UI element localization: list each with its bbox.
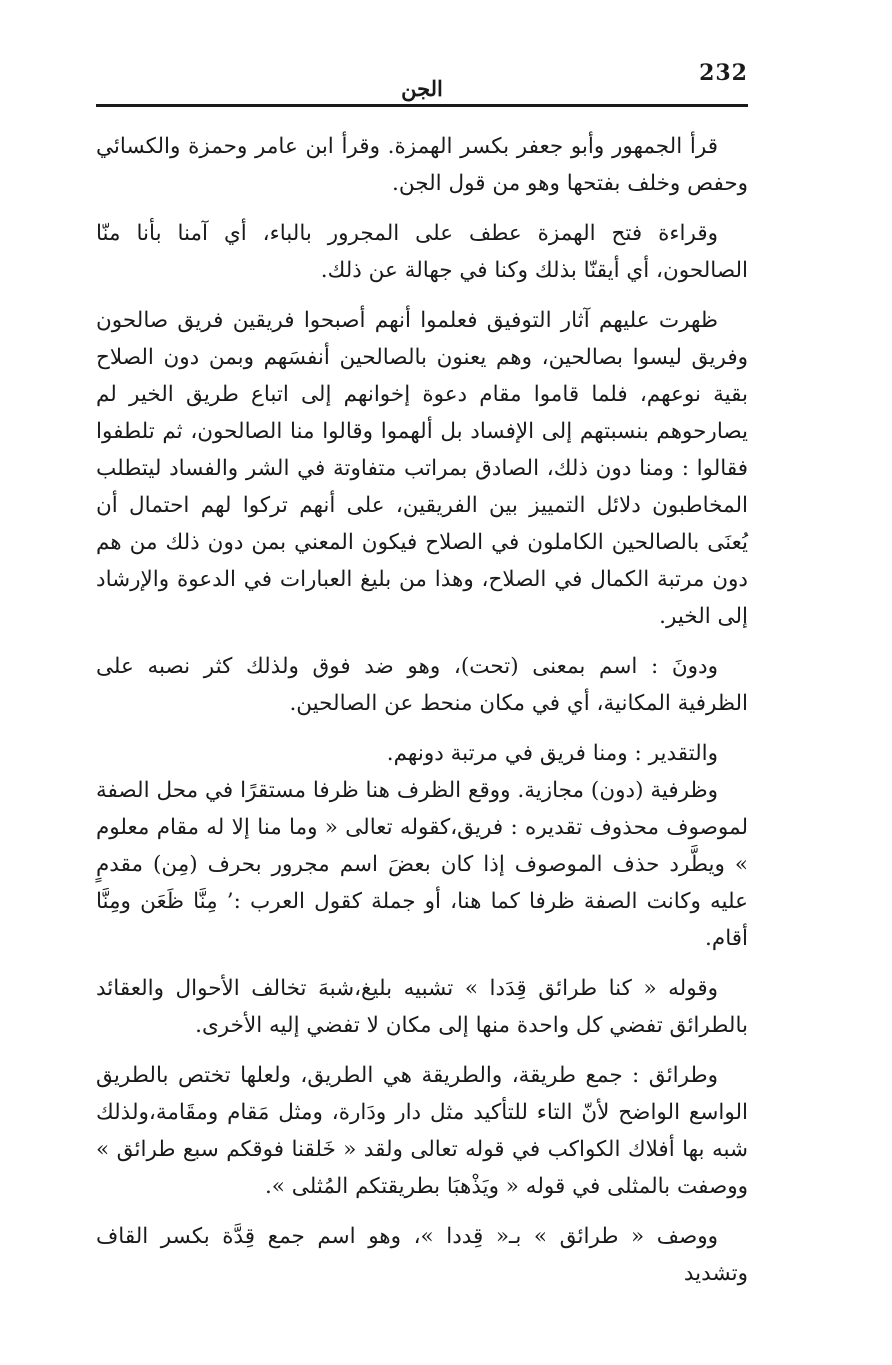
page-number: 232: [699, 60, 748, 86]
paragraph-2: وقراءة فتح الهمزة عطف على المجرور بالباء، أي آمنا بأنا منّا الصالحون، أي أيقنّا بذلك وكنا في جهالة عن ذلك.: [96, 221, 748, 283]
paragraph-5: والتقدير : ومنا فريق في مرتبة دونهم.: [386, 741, 718, 766]
paragraph-9: ووصف « طرائق » بـ« قِددا »، وهو اسم جمع قِدَّة بكسر القاف وتشديد: [96, 1224, 748, 1286]
header-divider: [96, 104, 748, 107]
paragraph-3: ظهرت عليهم آثار التوفيق فعلموا أنهم أصبحوا فريقين فريق صالحون وفريق ليسوا بصالحين، وهم يعنون بالصالحين أنفسَهم وبمن دون الصلاح بقية نوعهم، فلما قاموا مقام دعوة إخوانهم إلى اتباع طريق الخير لم يصارحوهم بنسبتهم إلى الإفساد بل ألهموا وقالوا منا الصالحون، ثم تلطفوا فقالوا : ومنا دون ذلك، الصادق بمراتب متفاوتة في الشر والفساد ليتطلب المخاطبون دلائل التمييز بين الفريقين، على أنهم تركوا لهم احتمال أن يُعنَى بالصالحين الكاملون في الصلاح فيكون المعني بمن دون ذلك من هم دون مرتبة الكمال في الصلاح، وهذا من بليغ العبارات في الدعوة والإرشاد إلى الخير.: [96, 308, 748, 629]
page-header: [96, 56, 748, 106]
paragraph-6: وظرفية (دون) مجازية. ووقع الظرف هنا ظرفا مستقرًا في محل الصفة لموصوف محذوف تقديره : فريق،كقوله تعالى « وما منا إلا له مقام معلوم » ويطَّرد حذف الموصوف إذا كان بعضَ اسم مجرور بحرف (مِن) مقدمٍ عليه وكانت الصفة ظرفا كما هنا، أو جملة كقول العرب :’ مِنَّا ظَعَن ومِنَّا أقام.: [96, 778, 748, 951]
paragraph-4: ودونَ : اسم بمعنى (تحت)، وهو ضد فوق ولذلك كثر نصبه على الظرفية المكانية، أي في مكان منحط عن الصالحين.: [96, 654, 748, 716]
running-title: الجن: [401, 76, 443, 101]
paragraph-7: وقوله « كنا طرائق قِدَدا » تشبيه بليغ،شبهَ تخالف الأحوال والعقائد بالطرائق تفضي كل واحدة منها إلى مكان لا تفضي إليه الأخرى.: [96, 976, 748, 1038]
body-text: [96, 128, 748, 1305]
paragraph-8: وطرائق : جمع طريقة، والطريقة هي الطريق، ولعلها تختص بالطريق الواسع الواضح لأنّ التاء للتأكيد مثل دار ودَارة، ومثل مَقام ومقَامة،ولذلك شبه بها أفلاك الكواكب في قوله تعالى ولقد « خَلقنا فوقكم سبع طرائق » ووصفت بالمثلى في قوله « ويَذْهبَا بطريقتكم المُثلى ».: [96, 1063, 748, 1199]
paragraph-1: قرأ الجمهور وأبو جعفر بكسر الهمزة. وقرأ ابن عامر وحمزة والكسائي وحفص وخلف بفتحها وهو من قول الجن.: [96, 134, 748, 196]
